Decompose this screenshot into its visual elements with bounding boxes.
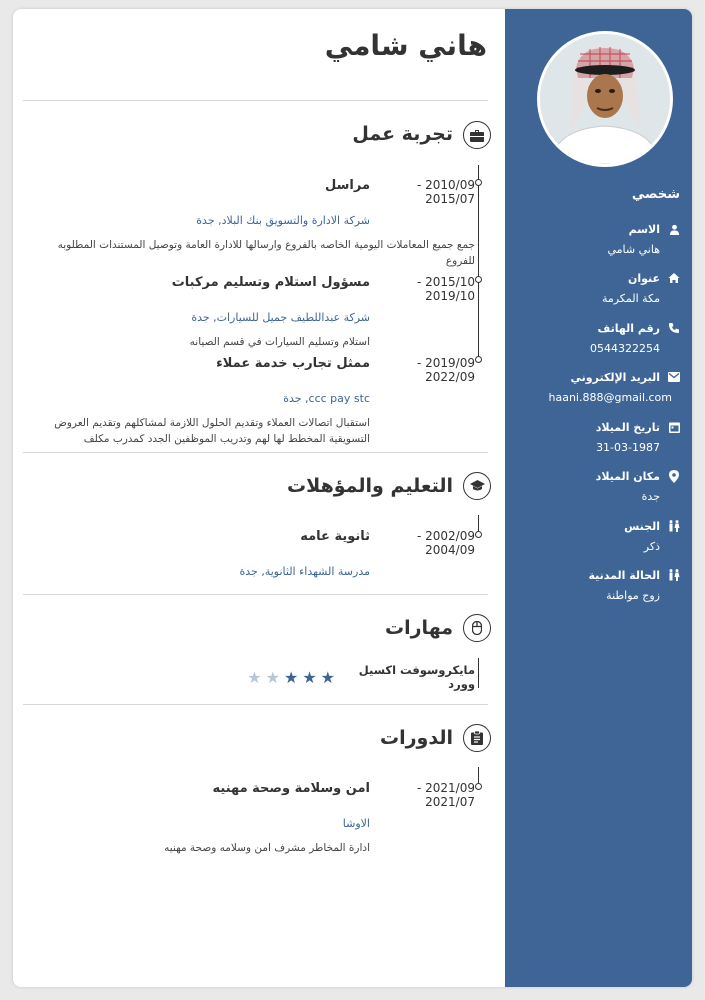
entry-date: 2002/09 - 2004/09 xyxy=(416,529,475,557)
timeline-dot xyxy=(475,783,482,790)
field-label: تاريخ الميلاد xyxy=(595,420,660,434)
divider xyxy=(23,594,488,595)
field-value: جدة xyxy=(641,490,660,503)
divider xyxy=(23,100,488,101)
page-title: هاني شامي xyxy=(324,29,487,62)
field-address xyxy=(520,270,680,305)
email-icon xyxy=(668,371,680,383)
experience-title: تجربة عمل xyxy=(352,123,453,145)
star-filled-icon: ★ xyxy=(283,667,299,687)
education-item xyxy=(35,529,475,578)
timeline-line xyxy=(478,658,480,688)
entry-desc: ادارة المخاطر مشرف امن وسلامه وصحة مهنيه xyxy=(164,842,370,854)
entry-date: 2019/09 - 2022/09 xyxy=(416,356,475,384)
star-filled-icon: ★ xyxy=(302,667,317,687)
clipboard-icon xyxy=(463,724,491,752)
briefcase-icon xyxy=(463,121,491,149)
field-value: 31-03-1987 xyxy=(596,441,660,454)
entry-desc: جمع جميع المعاملات اليومية الخاصه بالفروع وارسالها للادارة العامة وتوصيل المستندات المطلوبه للفروع xyxy=(57,239,475,268)
course-item xyxy=(35,781,475,856)
main-content xyxy=(13,9,505,987)
experience-item xyxy=(35,356,475,448)
field-email xyxy=(520,369,680,404)
field-birthdate xyxy=(520,419,680,454)
timeline-line xyxy=(478,165,480,361)
entry-org: الاوشا xyxy=(342,817,370,830)
field-name xyxy=(520,221,680,256)
entry-desc: استقبال اتصالات العملاء وتقديم الحلول اللازمة لمشاكلهم وتقديم العروض التسويقية المخطط لها لهم وتدريب الموظفين الجدد كمدرب مكلف xyxy=(54,417,370,446)
gender-icon xyxy=(668,520,680,532)
courses-title: الدورات xyxy=(380,727,453,749)
field-label: الاسم xyxy=(628,222,660,236)
person-icon xyxy=(668,223,680,235)
entry-role: مسؤول استلام وتسليم مركبات xyxy=(171,275,370,290)
profile-photo xyxy=(537,31,673,167)
field-label: الحالة المدنية xyxy=(588,568,660,582)
field-value: زوج مواطنة xyxy=(606,589,660,602)
entry-date: 2010/09 - 2015/07 xyxy=(416,178,475,206)
entry-org: شركة الادارة والتسويق بنك البلاد, جدة xyxy=(196,214,370,227)
skills-title: مهارات xyxy=(385,617,453,639)
entry-role: امن وسلامة وصحة مهنيه xyxy=(212,781,370,796)
entry-desc: استلام وتسليم السيارات في قسم الصيانه xyxy=(189,336,370,348)
divider xyxy=(23,704,488,705)
skill-name: مايكروسوفت اكسيل وورد xyxy=(358,663,475,691)
star-filled-icon: ★ xyxy=(320,667,335,687)
resume-page xyxy=(13,9,692,987)
timeline-dot xyxy=(475,531,482,538)
mouse-icon xyxy=(463,614,491,642)
home-icon xyxy=(668,272,680,284)
skill-rating xyxy=(247,668,335,687)
entry-role: مراسل xyxy=(325,178,370,193)
entry-date: 2021/09 - 2021/07 xyxy=(416,781,475,809)
star-empty-icon: ★ xyxy=(265,667,280,687)
entry-org: ccc pay stc, جدة xyxy=(283,392,370,405)
experience-item xyxy=(35,275,475,350)
location-pin-icon xyxy=(668,470,680,482)
skill-item xyxy=(247,663,475,691)
field-gender xyxy=(520,518,680,553)
timeline-dot xyxy=(475,179,482,186)
field-value: 0544322254 xyxy=(590,342,660,355)
entry-org: شركة عبداللطيف جميل للسيارات, جدة xyxy=(191,311,370,324)
entry-date: 2015/10 - 2019/10 xyxy=(416,275,475,303)
star-empty-icon: ★ xyxy=(247,667,262,687)
field-label: البريد الإلكتروني xyxy=(570,370,660,384)
field-label: رقم الهاتف xyxy=(597,321,660,335)
timeline-dot xyxy=(475,356,482,363)
timeline-dot xyxy=(475,276,482,283)
field-birthplace xyxy=(520,468,680,503)
field-label: الجنس xyxy=(624,519,660,533)
field-marital-status xyxy=(520,567,680,602)
graduation-cap-icon xyxy=(463,472,491,500)
divider xyxy=(23,452,488,453)
phone-icon xyxy=(668,322,680,334)
field-value: مكة المكرمة xyxy=(601,292,660,305)
entry-role: ثانوية عامه xyxy=(300,529,370,544)
education-title: التعليم والمؤهلات xyxy=(287,475,453,497)
field-value: ذكر xyxy=(643,540,660,553)
personal-section-title: شخصي xyxy=(631,187,680,202)
field-phone xyxy=(520,320,680,355)
field-value: هاني شامي xyxy=(607,243,660,256)
entry-org: مدرسة الشهداء الثانوية, جدة xyxy=(239,565,370,578)
experience-item xyxy=(35,178,475,270)
marital-status-icon xyxy=(668,569,680,581)
field-label: مكان الميلاد xyxy=(595,469,660,483)
calendar-icon xyxy=(668,421,680,433)
personal-sidebar xyxy=(505,9,692,987)
field-value: haani.888@gmail.com xyxy=(548,391,672,404)
field-label: عنوان xyxy=(627,271,660,285)
entry-role: ممثل تجارب خدمة عملاء xyxy=(216,356,370,371)
